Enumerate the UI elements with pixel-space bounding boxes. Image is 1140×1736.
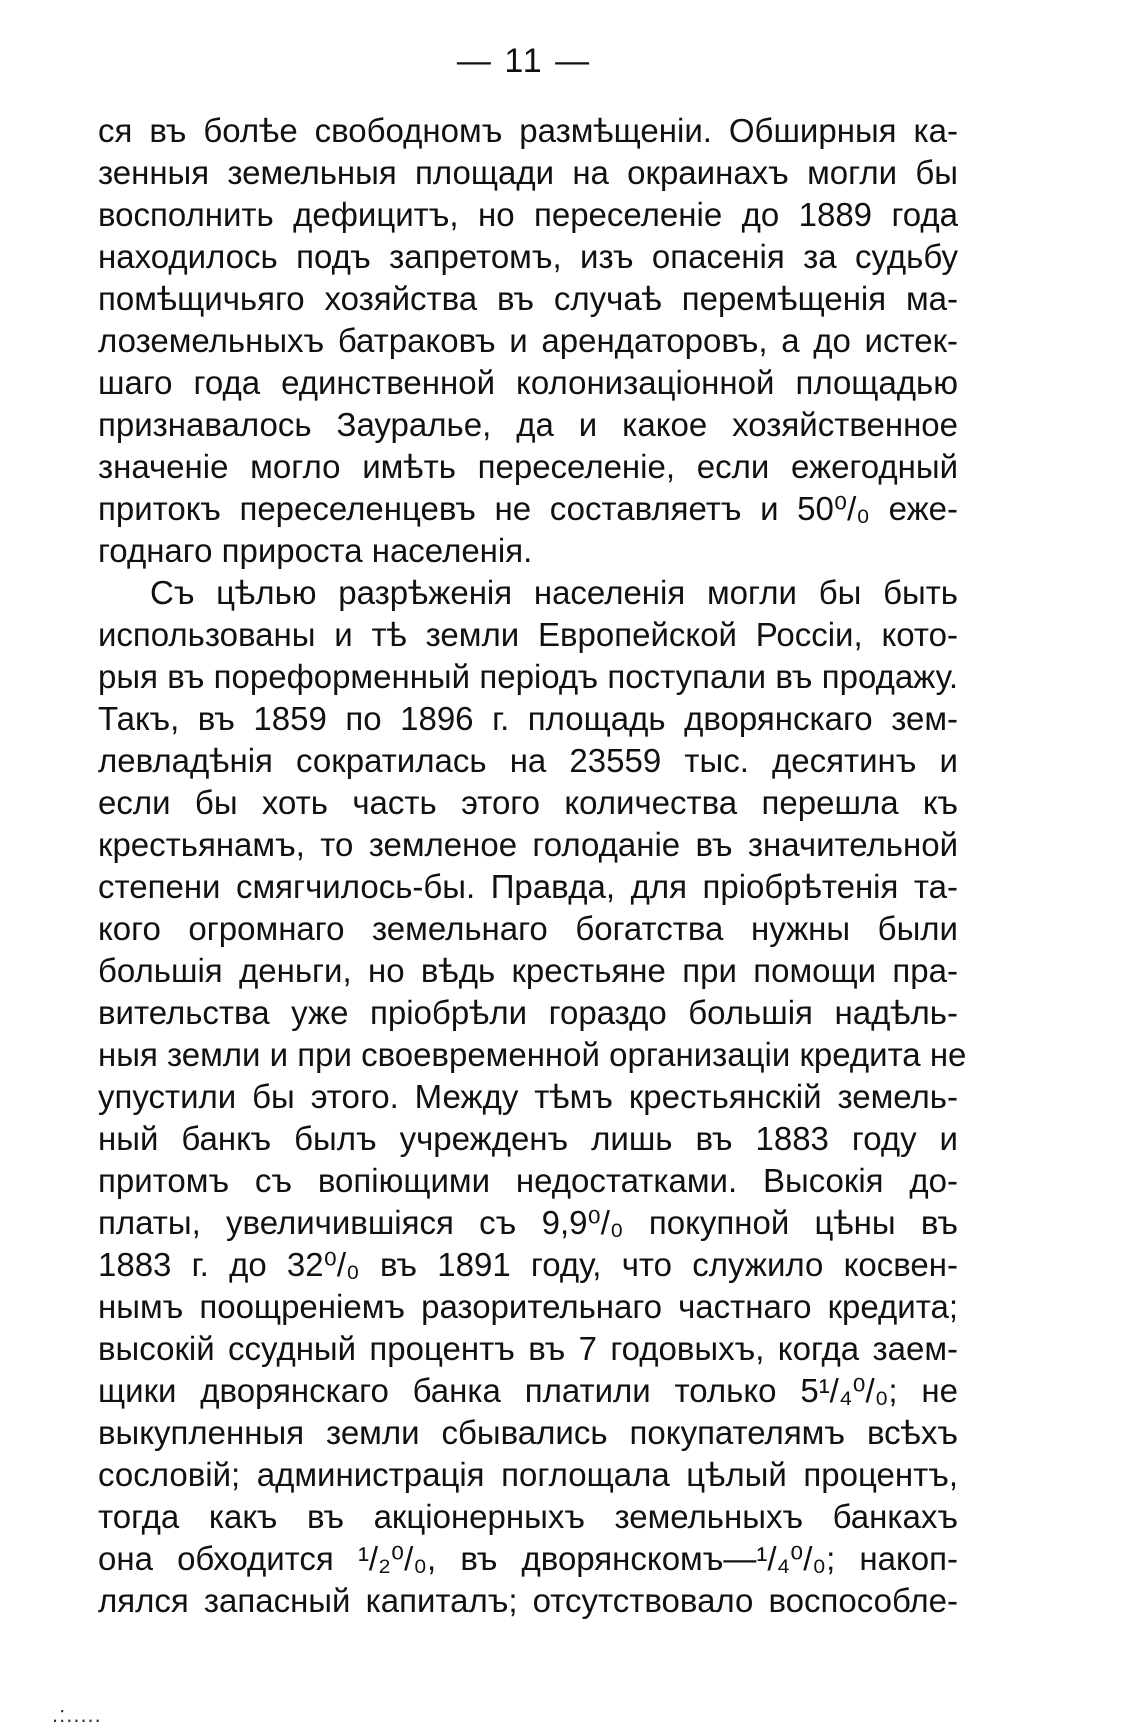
text-line: упустили бы этого. Между тѣмъ крестьянскій земель- <box>98 1078 958 1115</box>
text-line: Такъ, въ 1859 по 1896 г. площадь дворянскаго зем- <box>98 700 958 737</box>
document-body <box>98 110 967 1622</box>
text-line: выкупленныя земли сбывались покупателямъ всѣхъ <box>98 1414 958 1451</box>
page-number: — 11 — <box>456 42 592 80</box>
text-line: притокъ переселенцевъ не составляетъ и 50⁰/₀ еже- <box>98 490 958 527</box>
paragraph-2 <box>98 572 967 1622</box>
text-line: высокій ссудный процентъ въ 7 годовыхъ, когда заем- <box>98 1330 958 1367</box>
text-line: вительства уже пріобрѣли гораздо большія надѣль- <box>98 994 958 1031</box>
text-line: помѣщичьяго хозяйства въ случаѣ перемѣщенія ма- <box>98 280 958 317</box>
text-line: использованы и тѣ земли Европейской Россіи, кото- <box>98 616 958 653</box>
text-line: если бы хоть часть этого количества перешла къ <box>98 784 958 821</box>
text-line: лоземельныхъ батраковъ и арендаторовъ, а до истек- <box>98 322 958 359</box>
text-line: сословій; администрація поглощала цѣлый процентъ, <box>98 1456 958 1493</box>
text-line: 1883 г. до 32⁰/₀ въ 1891 году, что служило косвен- <box>98 1246 958 1283</box>
text-line: значеніе могло имѣть переселеніе, если ежегодный <box>98 448 958 485</box>
text-line: тогда какъ въ акціонерныхъ земельныхъ банкахъ <box>98 1498 958 1535</box>
scan-artifact: .:..... <box>52 1702 102 1727</box>
text-line: шаго года единственной колонизаціонной площадью <box>98 364 958 401</box>
text-line: щики дворянскаго банка платили только 5¹/₄⁰/₀; не <box>98 1372 958 1409</box>
text-line: восполнить дефицитъ, но переселеніе до 1889 года <box>98 196 958 233</box>
text-line: лялся запасный капиталъ; отсутствовало воспособле- <box>98 1582 958 1619</box>
text-line: она обходится ¹/₂⁰/₀, въ дворянскомъ—¹/₄⁰/₀; накоп- <box>98 1540 958 1577</box>
text-line: левладѣнія сократилась на 23559 тыс. десятинъ и <box>98 742 958 779</box>
text-line: признавалось Зауралье, да и какое хозяйственное <box>98 406 958 443</box>
text-line: ный банкъ былъ учрежденъ лишь въ 1883 году и <box>98 1120 958 1157</box>
text-line: годнаго прироста населенія. <box>98 532 533 569</box>
text-line: большія деньги, но вѣдь крестьяне при помощи пра- <box>98 952 958 989</box>
text-line: зенныя земельныя площади на окраинахъ могли бы <box>98 154 958 191</box>
text-line: кого огромнаго земельнаго богатства нужны были <box>98 910 958 947</box>
text-line: ся въ болѣе свободномъ размѣщеніи. Обширныя ка- <box>98 112 958 149</box>
text-line: находилось подъ запретомъ, изъ опасенія за судьбу <box>98 238 958 275</box>
text-line: Съ цѣлью разрѣженія населенія могли бы быть <box>150 574 958 611</box>
text-line: ныя земли и при своевременной организаціи кредита не <box>98 1036 967 1073</box>
text-line: рыя въ пореформенный періодъ поступали въ продажу. <box>98 658 958 695</box>
text-line: притомъ съ вопіющими недостатками. Высокія до- <box>98 1162 958 1199</box>
text-line: крестьянамъ, то земленое голоданіе въ значительной <box>98 826 958 863</box>
text-line: платы, увеличившіяся съ 9,9⁰/₀ покупной цѣны въ <box>98 1204 958 1241</box>
text-line: степени смягчилось-бы. Правда, для пріобрѣтенія та- <box>98 868 958 905</box>
text-line: нымъ поощреніемъ разорительнаго частнаго кредита; <box>98 1288 958 1325</box>
paragraph-1 <box>98 110 958 572</box>
